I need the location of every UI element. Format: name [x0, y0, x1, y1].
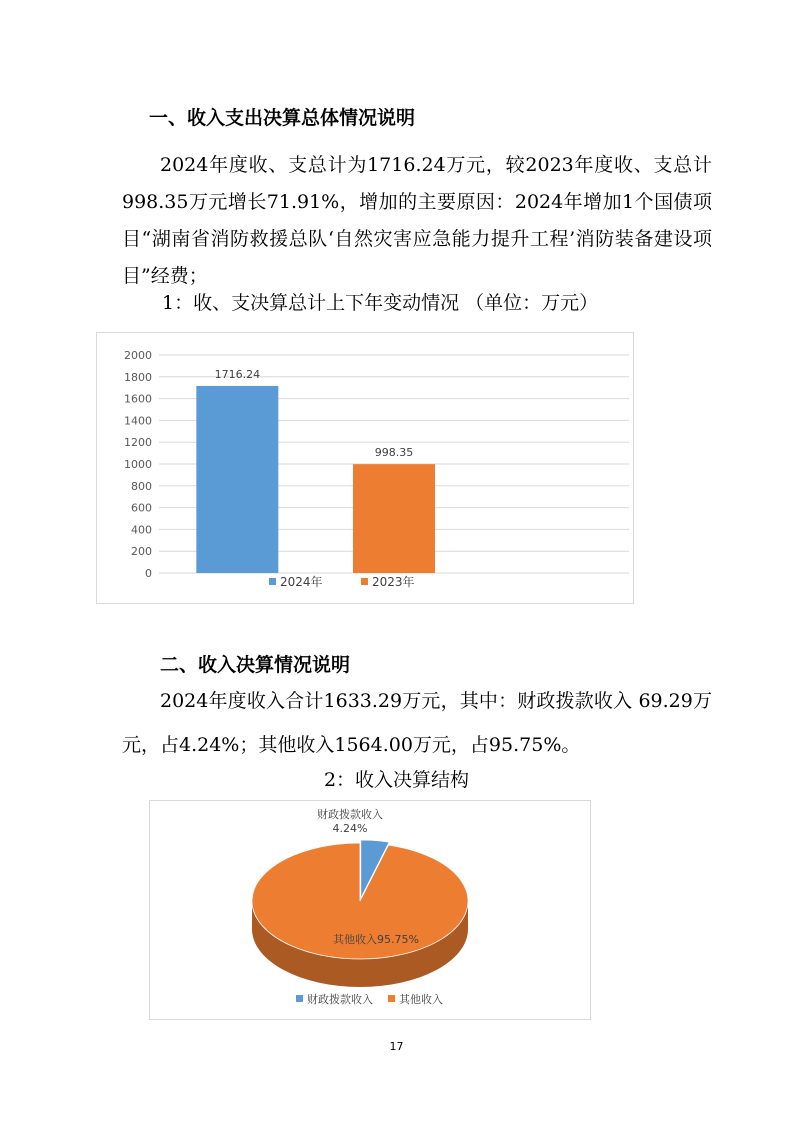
bar — [196, 386, 278, 573]
legend-label: 2023年 — [372, 575, 415, 589]
legend-swatch — [296, 995, 303, 1002]
pie-chart-frame — [149, 800, 591, 1020]
bar-chart-frame — [96, 332, 634, 604]
pie-chart-caption: 2：收入决算结构 — [323, 769, 470, 791]
section1-paragraph: 2024年度收、支总计为1716.24万元，较2023年度收、支总计998.35万元增长71.91%，增加的主要原因：2024年增加1个国债项目“湖南省消防救援总队‘自然灾害应急能力提升工程’消防装备建设项目”经费； — [122, 154, 712, 287]
bar-chart-caption: 1：收、支决算总计上下年变动情况 （单位：万元） — [162, 292, 599, 314]
bar-chart — [97, 333, 633, 603]
y-tick-label: 800 — [131, 479, 152, 493]
bar-value-label: 1716.24 — [214, 367, 261, 381]
section1-heading: 一、收入支出决算总体情况说明 — [149, 107, 416, 129]
pie-slice-label: 财政拨款收入 — [317, 808, 383, 821]
legend-swatch — [269, 578, 276, 585]
section2-paragraph: 2024年度收入合计1633.29万元，其中：财政拨款收入 69.29万元，占4.24%；其他收入1564.00万元，占95.75%。 — [122, 690, 712, 756]
pie-slice-label: 4.24% — [332, 822, 368, 835]
page-number: 17 — [389, 1040, 404, 1053]
legend-swatch — [388, 995, 395, 1002]
y-tick-label: 400 — [131, 523, 152, 537]
y-tick-label: 2000 — [124, 349, 152, 362]
y-tick-label: 0 — [145, 567, 152, 580]
y-tick-label: 1200 — [124, 436, 152, 450]
legend-label: 其他收入 — [399, 993, 443, 1006]
pie-slice-label: 其他收入95.75% — [333, 933, 419, 946]
y-tick-label: 1000 — [124, 458, 152, 471]
y-tick-label: 1800 — [124, 370, 152, 384]
legend-label: 2024年 — [280, 575, 323, 589]
y-tick-label: 1400 — [124, 414, 152, 428]
pie-chart — [150, 801, 590, 1019]
legend-swatch — [361, 578, 368, 585]
bar-value-label: 998.35 — [374, 446, 414, 460]
y-tick-label: 1600 — [124, 392, 152, 406]
y-tick-label: 200 — [131, 545, 152, 559]
y-tick-label: 600 — [131, 501, 152, 515]
bar — [353, 464, 435, 573]
section2-heading: 二、收入决算情况说明 — [160, 654, 351, 676]
legend-label: 财政拨款收入 — [307, 993, 373, 1006]
